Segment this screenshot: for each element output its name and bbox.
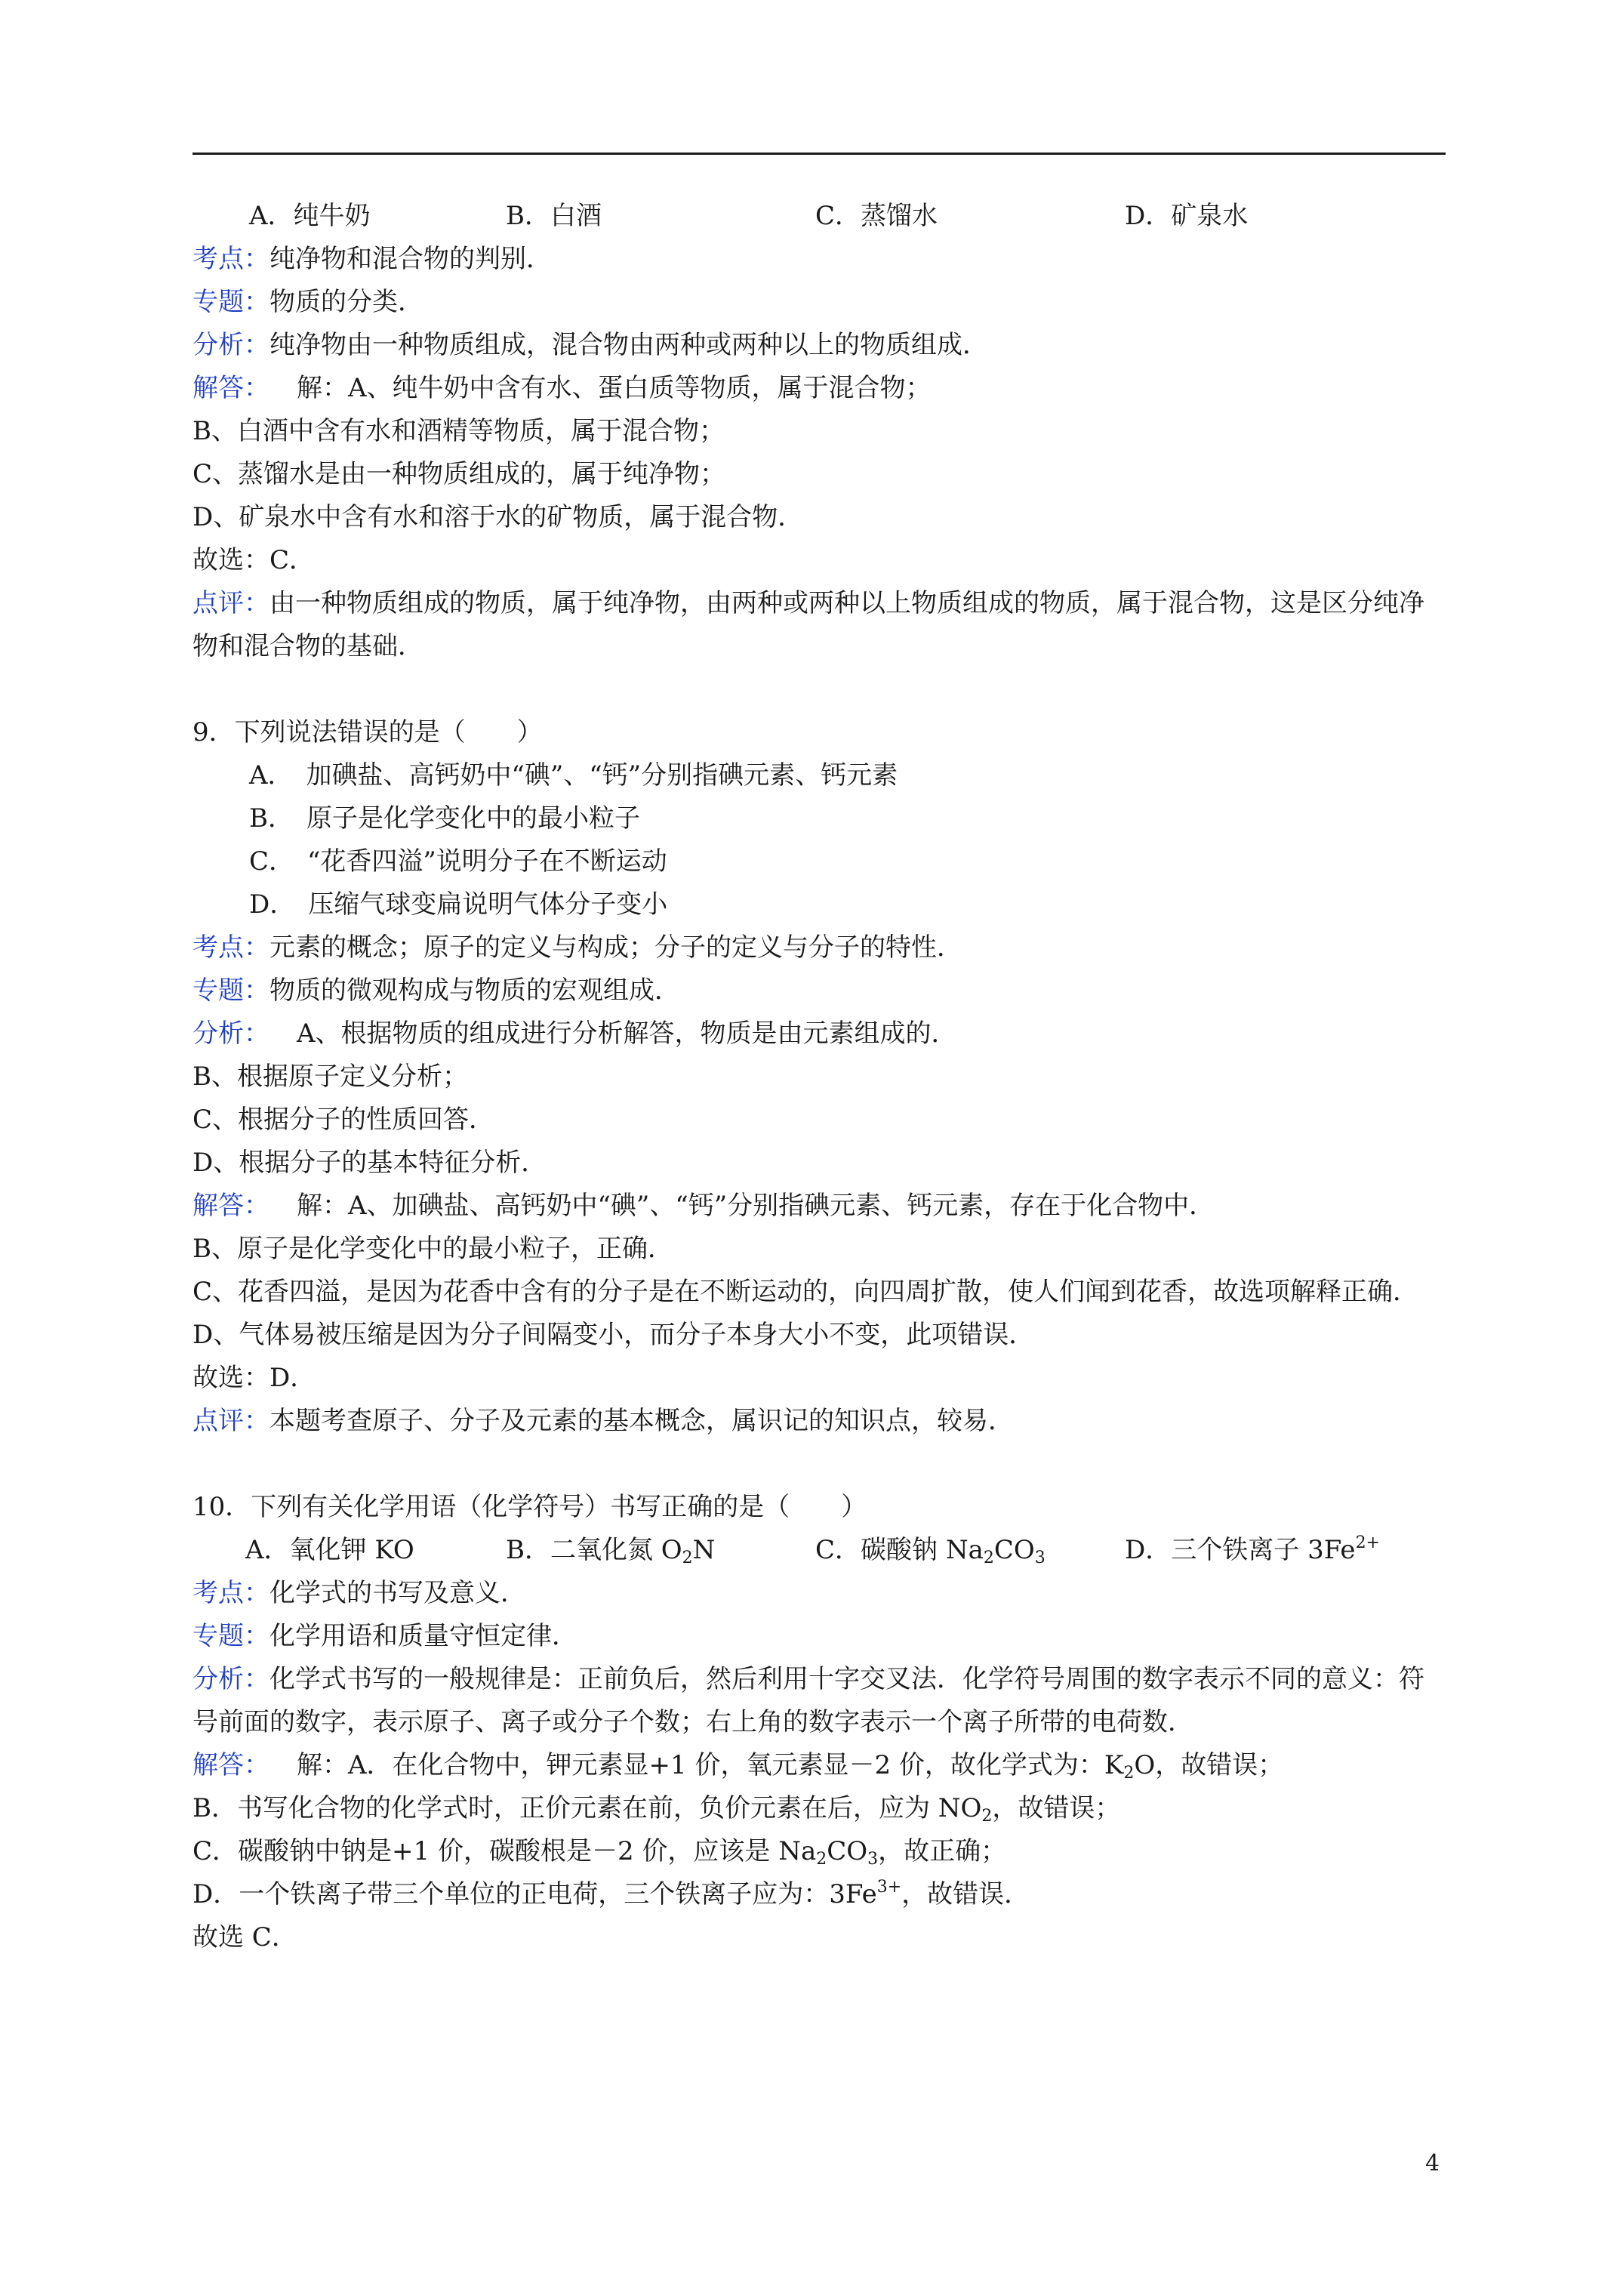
q9-dianping: 点评：本题考查原子、分子及元素的基本概念，属识记的知识点，较易． (192, 1406, 1014, 1436)
spacer (192, 668, 1446, 711)
q10-option-d: D．三个铁离子 $3Fe^{2+}$ (1125, 1533, 1380, 1565)
q8-answer: 故选：C． (192, 545, 316, 575)
q10-options (192, 1529, 1446, 1572)
q9-option-b: B． 原子是化学变化中的最小粒子 (249, 803, 640, 834)
q9-fenxi-line: C、根据分子的性质回答． (192, 1105, 495, 1135)
fenxi-label: 分析： (192, 330, 269, 360)
zhuanti-label: 专题： (192, 287, 269, 317)
jieda-label: 解答： (192, 1191, 269, 1221)
q8-fenxi: 分析：纯净物由一种物质组成，混合物由两种或两种以上的物质组成． (192, 330, 988, 360)
zhuanti-label: 专题： (192, 975, 269, 1006)
q8-zhuanti: 专题：物质的分类． (192, 287, 423, 317)
header-rule (192, 153, 1446, 155)
q8-options (192, 195, 1446, 238)
dianping-label: 点评： (192, 1406, 269, 1436)
q8-dianping: 点评：由一种物质组成的物质，属于纯净物，由两种或两种以上物质组成的物质，属于混合物，这是区分纯净物和混合物的基础． (192, 588, 1424, 661)
q9-zhuanti: 专题：物质的微观构成与物质的宏观组成． (192, 975, 680, 1006)
q8-option-c: C．蒸馏水 (815, 201, 938, 231)
q9-fenxi: 分析： A、根据物质的组成进行分析解答，物质是由元素组成的． (192, 1019, 957, 1049)
q9-jieda-line: B、原子是化学变化中的最小粒子，正确． (192, 1234, 673, 1264)
q9-kaodian: 考点：元素的概念；原子的定义与构成；分子的定义与分子的特性． (192, 932, 962, 963)
q9-jieda: 解答： 解：A、加碘盐、高钙奶中“碘”、“钙”分别指碘元素、钙元素，存在于化合物中． (192, 1191, 1215, 1221)
q9-option-a: A． 加碘盐、高钙奶中“碘”、“钙”分别指碘元素、钙元素 (249, 760, 898, 791)
q9-answer: 故选：D． (192, 1363, 316, 1393)
q10-option-b: B．二氧化氮 $O_2N$ (506, 1535, 716, 1567)
spacer (192, 1443, 1446, 1486)
q9-jieda-line: D、气体易被压缩是因为分子间隔变小，而分子本身大小不变，此项错误． (192, 1320, 1035, 1350)
dianping-label: 点评： (192, 588, 269, 618)
jieda-label: 解答： (192, 1750, 269, 1780)
q8-kaodian: 考点：纯净物和混合物的判别． (192, 244, 552, 274)
q10-fenxi: 分析：化学式书写的一般规律是：正前负后，然后利用十字交叉法．化学符号周围的数字表示不同的意义：符号前面的数字，表示原子、离子或分子个数；右上角的数字表示一个离子所带的电荷数． (192, 1664, 1424, 1737)
page-number: 4 (1425, 2150, 1440, 2177)
q10-option-c: C．碳酸钠 $Na_2CO_3$ (815, 1535, 1046, 1567)
q9-option-c: C． “花香四溢”说明分子在不断运动 (249, 846, 667, 877)
kaodian-label: 考点： (192, 1578, 269, 1608)
q9-fenxi-line: D、根据分子的基本特征分析． (192, 1148, 547, 1178)
q10-zhuanti: 专题：化学用语和质量守恒定律． (192, 1621, 577, 1651)
kaodian-label: 考点： (192, 932, 269, 963)
fenxi-label: 分析： (192, 1019, 269, 1049)
q10-jieda-line: C．碳酸钠中钠是+1 价，碳酸根是－2 价，应该是 $Na_2CO_3$，故正确； (192, 1836, 1007, 1869)
kaodian-label: 考点： (192, 244, 269, 274)
q10-option-a: A．氧化钾 KO (245, 1535, 414, 1565)
page-content (192, 195, 1446, 1959)
q9-option-d: D． 压缩气球变扁说明气体分子变小 (249, 889, 668, 920)
q9-stem: 9．下列说法错误的是（ ） (192, 717, 543, 747)
fenxi-label: 分析： (192, 1664, 269, 1694)
zhuanti-label: 专题： (192, 1621, 269, 1651)
q10-stem: 10．下列有关化学用语（化学符号）书写正确的是（ ） (192, 1492, 867, 1522)
q8-option-d: D．矿泉水 (1125, 201, 1249, 231)
q10-kaodian: 考点：化学式的书写及意义． (192, 1578, 526, 1608)
q10-jieda-line: B．书写化合物的化学式时，正价元素在前，负价元素在后，应为 $NO_2$，故错误； (192, 1793, 1121, 1826)
q9-jieda-line: C、花香四溢，是因为花香中含有的分子是在不断运动的，向四周扩散，使人们闻到花香，故选项解释正确． (192, 1277, 1419, 1307)
q8-jieda-line: D、矿泉水中含有水和溶于水的矿物质，属于混合物． (192, 502, 804, 532)
q10-answer: 故选 C． (192, 1922, 297, 1952)
jieda-label: 解答： (192, 373, 269, 403)
q8-option-b: B．白酒 (506, 201, 602, 231)
q8-option-a: A．纯牛奶 (249, 201, 371, 231)
q8-jieda-line: C、蒸馏水是由一种物质组成的，属于纯净物； (192, 459, 726, 489)
q8-jieda: 解答： 解：A、纯牛奶中含有水、蛋白质等物质，属于混合物； (192, 373, 932, 403)
q8-jieda-line: B、白酒中含有水和酒精等物质，属于混合物； (192, 416, 725, 446)
q9-fenxi-line: B、根据原子定义分析； (192, 1062, 468, 1092)
q10-jieda-line: D．一个铁离子带三个单位的正电荷，三个铁离子应为：$3Fe^{3+}$，故错误． (192, 1878, 1030, 1909)
q10-jieda: 解答： 解：A．在化合物中，钾元素显+1 价，氧元素显－2 价，故化学式为：$K_2O$，故错误； (192, 1750, 1284, 1783)
